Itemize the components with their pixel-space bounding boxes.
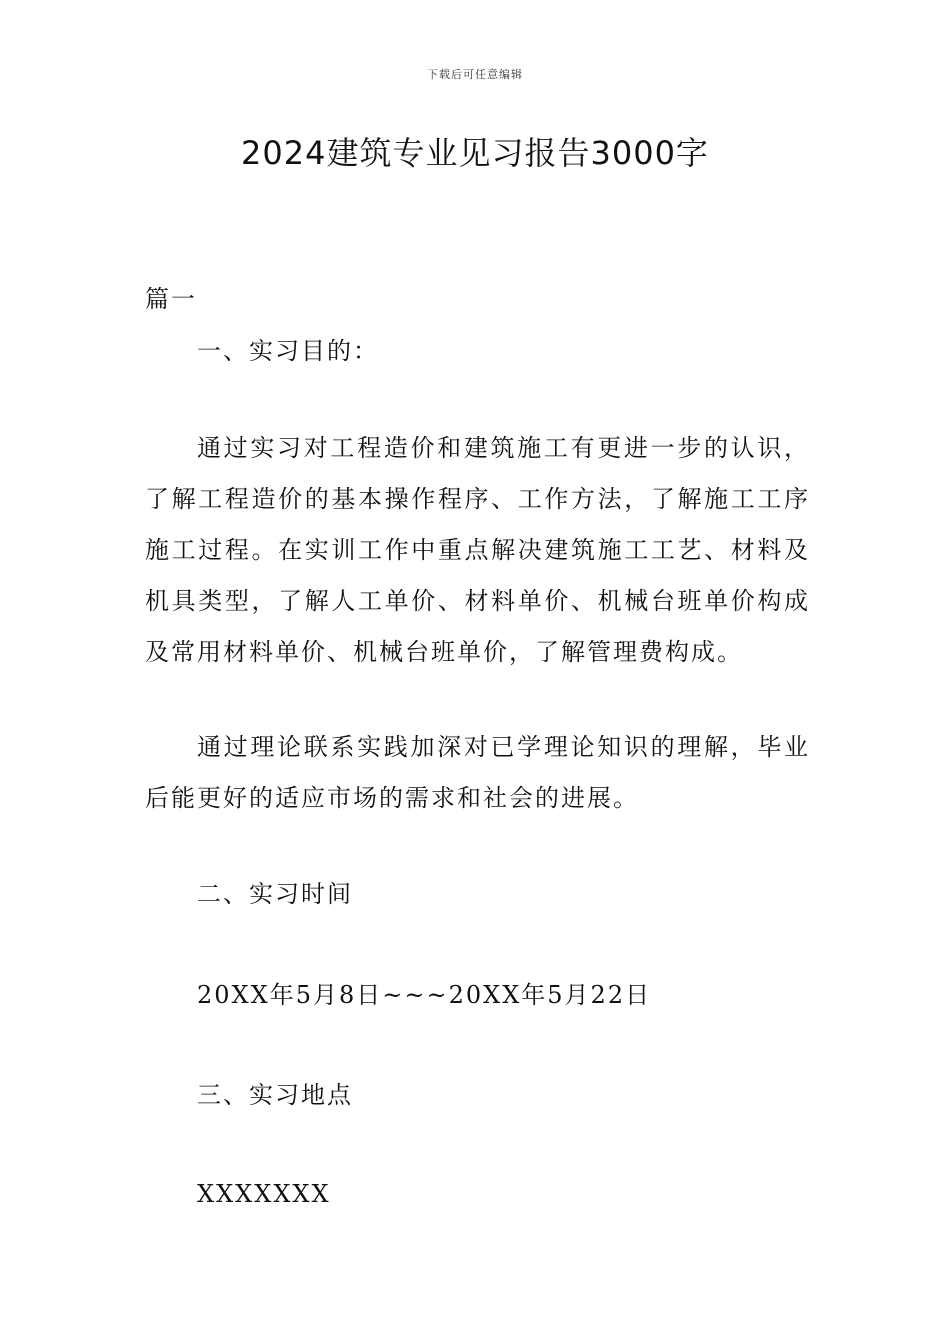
paragraph-purpose-1: 通过实习对工程造价和建筑施工有更进一步的认识，了解工程造价的基本操作程序、工作方法，了解施工工序施工过程。在实训工作中重点解决建筑施工工艺、材料及机具类型，了解人工单价、材料单价、机械台班单价构成及常用材料单价、机械台班单价，了解管理费构成。 bbox=[145, 434, 810, 666]
internship-time-value: 20XX年5月8日~~~20XX年5月22日 bbox=[197, 981, 652, 1009]
document-title: 2024建筑专业见习报告3000字 bbox=[241, 134, 709, 172]
paragraph-purpose-2: 通过理论联系实践加深对已学理论知识的理解，毕业后能更好的适应市场的需求和社会的进展。 bbox=[145, 733, 810, 812]
section-heading-purpose: 一、实习目的： bbox=[197, 337, 379, 365]
part-label: 篇一 bbox=[145, 285, 197, 313]
section-heading-time: 二、实习时间 bbox=[197, 880, 353, 908]
header-note: 下载后可任意编辑 bbox=[427, 68, 523, 81]
internship-location-value: XXXXXXX bbox=[197, 1180, 331, 1208]
section-heading-location: 三、实习地点 bbox=[197, 1081, 353, 1109]
